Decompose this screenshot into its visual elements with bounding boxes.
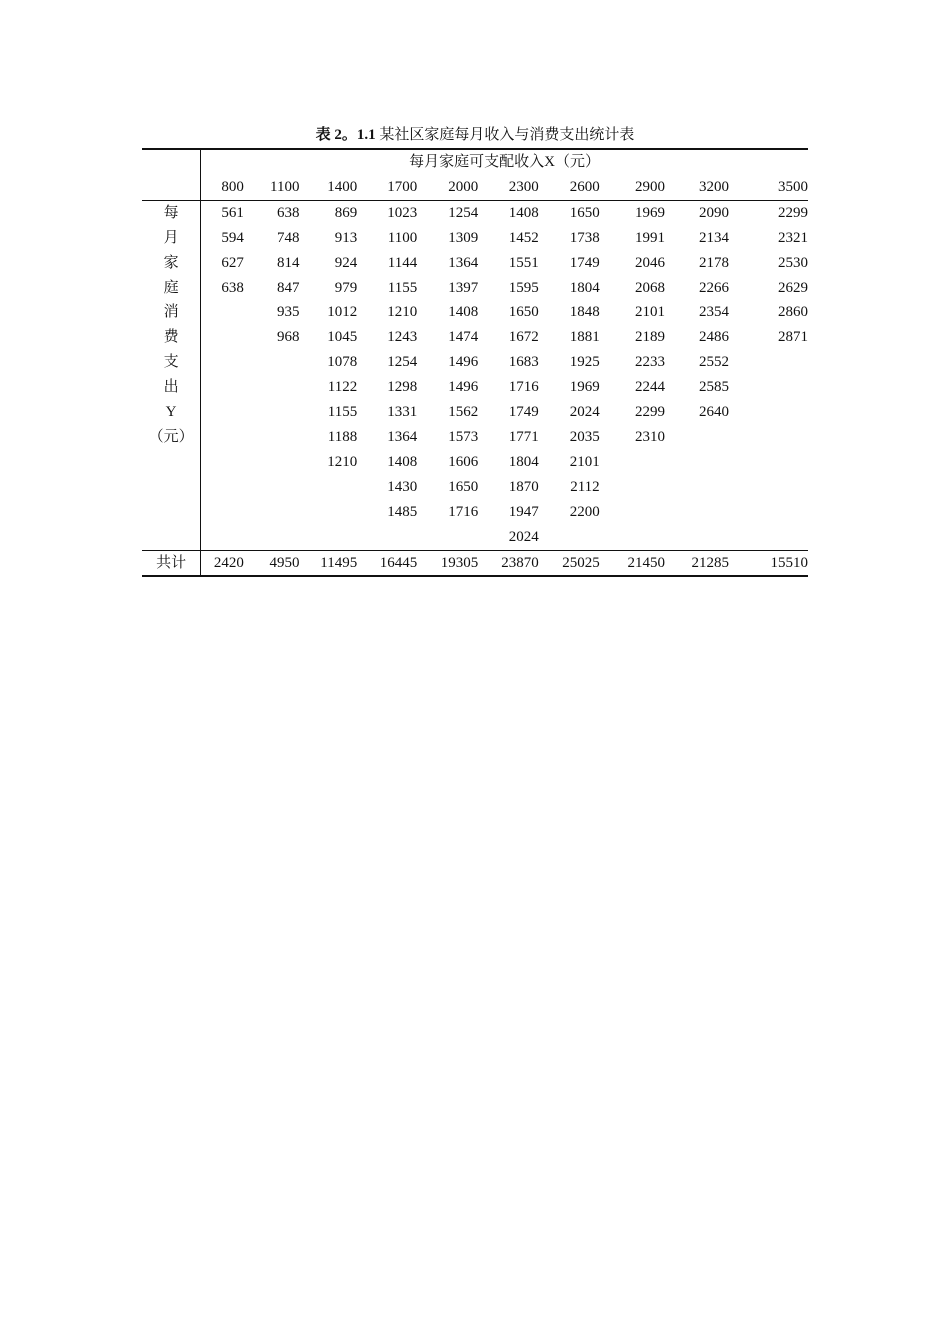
table-cell: 2024 [569, 404, 600, 421]
table-cell: 1485 [387, 503, 418, 520]
table-cell: 2871 [778, 329, 808, 346]
table-cell: 869 [334, 204, 358, 221]
table-cell: 2266 [699, 279, 730, 296]
table-cell: 1925 [569, 354, 600, 371]
table-cell: 1012 [327, 304, 358, 321]
table-cell [553, 525, 613, 550]
income-consumption-table [142, 148, 808, 577]
table-cell: 847 [276, 279, 300, 296]
table-cell: 2629 [778, 279, 808, 296]
table-cell [256, 450, 311, 475]
table-cell: 638 [276, 204, 300, 221]
table-cell: 1155 [327, 404, 358, 421]
table-cell: 1188 [327, 428, 358, 445]
row-label: 支 [142, 350, 201, 375]
total-cell: 23870 [491, 550, 552, 576]
income-level-header: 1100 [256, 175, 311, 200]
table-cell [755, 450, 808, 475]
table-cell: 1716 [448, 503, 479, 520]
table-cell: 1650 [448, 478, 479, 495]
income-level-header: 1700 [370, 175, 431, 200]
table-cell: 1650 [569, 204, 600, 221]
table-cell [201, 500, 256, 525]
table-cell: 638 [221, 279, 244, 296]
table-row [142, 276, 808, 301]
row-label [142, 525, 201, 550]
table-cell: 1595 [508, 279, 539, 296]
table-cell: 1045 [327, 329, 358, 346]
table-cell [682, 525, 755, 550]
table-cell: 1078 [327, 354, 358, 371]
table-cell [256, 500, 311, 525]
table-cell: 561 [221, 204, 244, 221]
table-cell: 1408 [448, 304, 479, 321]
table-cell: 2046 [635, 254, 666, 271]
table-cell: 1562 [448, 404, 479, 421]
table-cell [682, 500, 755, 525]
table-row [142, 300, 808, 325]
table-cell: 2189 [635, 329, 666, 346]
table-cell: 1650 [508, 304, 539, 321]
span-header-row [142, 149, 808, 175]
row-label: 出 [142, 375, 201, 400]
table-cell [755, 400, 808, 425]
table-cell: 2552 [699, 354, 730, 371]
table-cell: 2299 [778, 204, 808, 221]
table-cell: 2310 [635, 428, 666, 445]
table-cell: 1254 [448, 204, 479, 221]
table-cell: 1804 [508, 453, 539, 470]
table-cell: 1496 [448, 354, 479, 371]
table-cell [682, 425, 755, 450]
table-cell [201, 475, 256, 500]
table-cell: 594 [221, 229, 244, 246]
row-label: Y [142, 400, 201, 425]
table-row [142, 375, 808, 400]
row-label [142, 450, 201, 475]
table-cell: 814 [276, 254, 300, 271]
income-level-header: 3500 [755, 175, 808, 200]
table-cell [201, 425, 256, 450]
total-cell: 4950 [256, 550, 311, 576]
table-cell: 2354 [699, 304, 730, 321]
table-cell [613, 500, 682, 525]
table-row [142, 325, 808, 350]
table-cell: 2068 [635, 279, 666, 296]
table-cell [755, 350, 808, 375]
table-cell [201, 350, 256, 375]
table-cell: 1155 [387, 279, 418, 296]
total-cell: 16445 [370, 550, 431, 576]
table-cell [613, 525, 682, 550]
corner-cell-2 [142, 175, 201, 200]
table-cell [256, 475, 311, 500]
table-cell: 2530 [778, 254, 808, 271]
table-cell: 2321 [778, 229, 808, 246]
table-cell: 1243 [387, 329, 418, 346]
total-cell: 21285 [682, 550, 755, 576]
table-cell: 1804 [569, 279, 600, 296]
table-cell: 1749 [508, 404, 539, 421]
total-cell: 15510 [755, 550, 808, 576]
table-cell: 627 [221, 254, 244, 271]
table-cell: 2299 [635, 404, 666, 421]
table-cell: 2035 [569, 428, 600, 445]
row-label: 家 [142, 251, 201, 276]
total-cell: 19305 [431, 550, 491, 576]
table-cell: 2233 [635, 354, 666, 371]
table-cell [613, 475, 682, 500]
row-label [142, 500, 201, 525]
caption-number: 表 2。1.1 [315, 127, 376, 143]
table-cell: 924 [334, 254, 358, 271]
table-cell: 1331 [387, 404, 418, 421]
table-cell [755, 475, 808, 500]
row-label: 每 [142, 200, 201, 225]
table-cell: 1397 [448, 279, 479, 296]
table-cell [370, 525, 431, 550]
table-cell: 1210 [327, 453, 358, 470]
row-label: 庭 [142, 276, 201, 301]
table-cell: 1969 [635, 204, 666, 221]
total-cell: 11495 [310, 550, 370, 576]
table-cell [256, 375, 311, 400]
total-cell: 21450 [613, 550, 682, 576]
table-cell [310, 500, 370, 525]
table-cell [201, 450, 256, 475]
table-row [142, 226, 808, 251]
table-cell: 1254 [387, 354, 418, 371]
table-cell [431, 525, 491, 550]
table-cell: 1408 [508, 204, 539, 221]
table-cell: 1309 [448, 229, 479, 246]
table-cell: 1474 [448, 329, 479, 346]
income-level-header: 3200 [682, 175, 755, 200]
table-cell [310, 525, 370, 550]
table-cell [755, 500, 808, 525]
table-cell [256, 350, 311, 375]
table-cell: 748 [276, 229, 300, 246]
table-cell: 2024 [508, 528, 539, 545]
table-cell: 935 [276, 304, 300, 321]
table-cell [755, 425, 808, 450]
table-cell: 2090 [699, 204, 730, 221]
table-cell [755, 375, 808, 400]
income-level-header: 1400 [310, 175, 370, 200]
table-cell [256, 400, 311, 425]
table-cell: 1848 [569, 304, 600, 321]
table-cell [256, 425, 311, 450]
table-cell: 1144 [387, 254, 418, 271]
income-level-header: 2300 [491, 175, 552, 200]
table-row [142, 400, 808, 425]
table-cell: 2860 [778, 304, 808, 321]
table-cell [201, 300, 256, 325]
table-cell: 1738 [569, 229, 600, 246]
income-levels-row [142, 175, 808, 200]
table-cell: 1771 [508, 428, 539, 445]
table-cell: 2134 [699, 229, 730, 246]
table-cell: 1298 [387, 379, 418, 396]
table-cell [755, 525, 808, 550]
table-cell [310, 475, 370, 500]
row-label: 月 [142, 226, 201, 251]
table-cell [201, 375, 256, 400]
table-row [142, 475, 808, 500]
table-cell: 1210 [387, 304, 418, 321]
table-cell: 1749 [569, 254, 600, 271]
table-cell: 1100 [387, 229, 418, 246]
income-span-header: 每月家庭可支配收入X（元） [201, 149, 808, 175]
table-row [142, 350, 808, 375]
table-cell: 2585 [699, 379, 730, 396]
row-label: 消 [142, 300, 201, 325]
table-row [142, 425, 808, 450]
table-cell: 1969 [569, 379, 600, 396]
table-row [142, 500, 808, 525]
table-cell: 1881 [569, 329, 600, 346]
table-cell [201, 400, 256, 425]
income-level-header: 2900 [613, 175, 682, 200]
table-cell: 2640 [699, 404, 730, 421]
table-cell [682, 450, 755, 475]
row-label: 费 [142, 325, 201, 350]
table-cell: 1452 [508, 229, 539, 246]
table-cell [201, 525, 256, 550]
table-cell: 1364 [387, 428, 418, 445]
table-cell: 979 [334, 279, 358, 296]
total-cell: 2420 [201, 550, 256, 576]
table-cell: 2101 [635, 304, 666, 321]
table-cell: 1551 [508, 254, 539, 271]
table-cell: 1496 [448, 379, 479, 396]
table-cell: 1991 [635, 229, 666, 246]
table-cell: 1364 [448, 254, 479, 271]
table-row [142, 525, 808, 550]
income-level-header: 2600 [553, 175, 613, 200]
corner-cell [142, 149, 201, 175]
table-cell: 1672 [508, 329, 539, 346]
table-cell [256, 525, 311, 550]
row-label: （元） [142, 425, 201, 450]
table-cell: 913 [334, 229, 358, 246]
total-label: 共计 [142, 550, 201, 576]
table-cell: 1573 [448, 428, 479, 445]
table-cell: 1683 [508, 354, 539, 371]
table-cell: 1870 [508, 478, 539, 495]
table-row [142, 450, 808, 475]
table-cell: 1023 [387, 204, 418, 221]
table-cell: 2101 [569, 453, 600, 470]
income-level-header: 2000 [431, 175, 491, 200]
table-cell: 968 [276, 329, 300, 346]
totals-row [142, 550, 808, 576]
table-cell: 1606 [448, 453, 479, 470]
income-level-header: 800 [201, 175, 256, 200]
table-row [142, 251, 808, 276]
table-cell: 1716 [508, 379, 539, 396]
table-cell: 1430 [387, 478, 418, 495]
table-row [142, 200, 808, 225]
table-cell: 2178 [699, 254, 730, 271]
table-cell: 2112 [570, 478, 600, 495]
table-cell: 1122 [327, 379, 358, 396]
table-cell: 1408 [387, 453, 418, 470]
table-cell: 1947 [508, 503, 539, 520]
total-cell: 25025 [553, 550, 613, 576]
table-cell: 2200 [569, 503, 600, 520]
table-cell [613, 450, 682, 475]
table-cell [682, 475, 755, 500]
table-caption [142, 124, 808, 146]
table-cell: 2244 [635, 379, 666, 396]
caption-title: 某社区家庭每月收入与消费支出统计表 [379, 127, 635, 143]
table-cell: 2486 [699, 329, 730, 346]
row-label [142, 475, 201, 500]
table-cell [201, 325, 256, 350]
